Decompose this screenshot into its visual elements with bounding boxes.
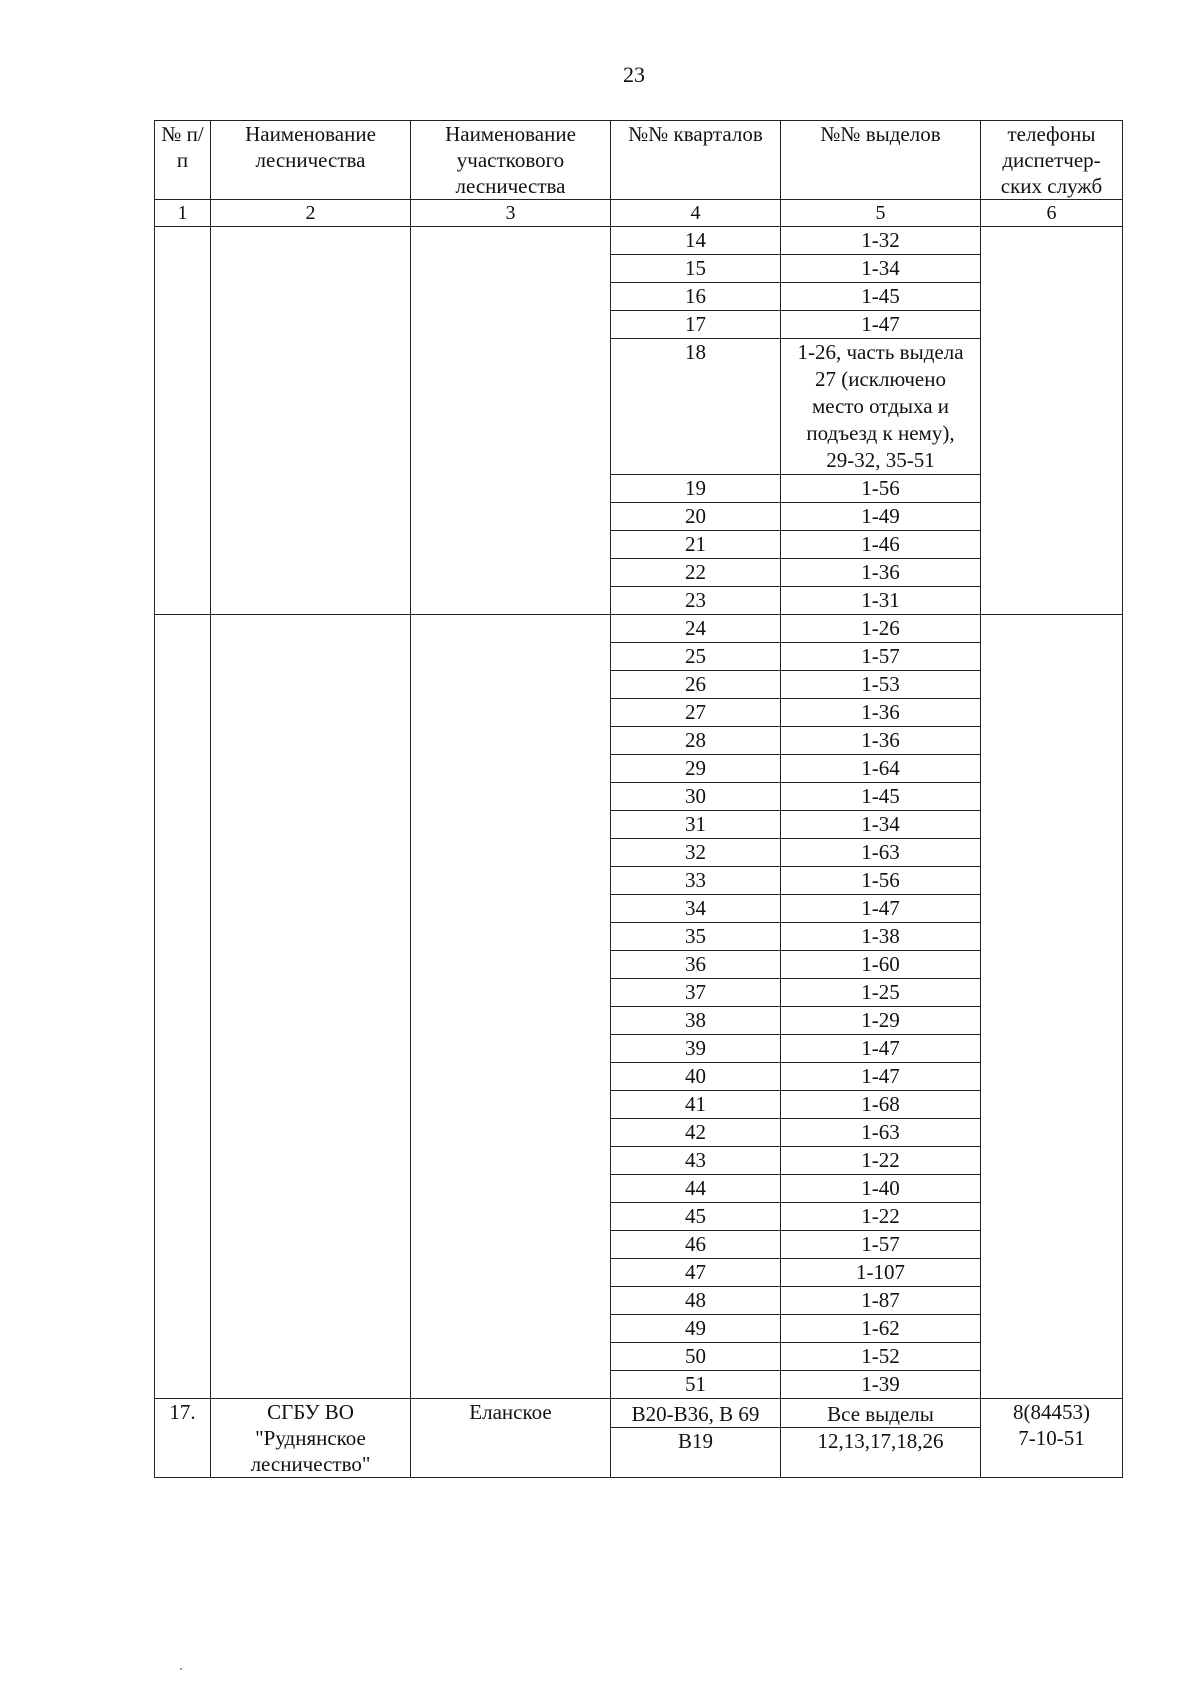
- column-number: 4: [611, 200, 781, 227]
- allotment-range: 1-26, часть выдела 27 (исключено место отдыха и подъезд к нему), 29-32, 35-51: [781, 339, 981, 475]
- quarter-number: 23: [611, 587, 781, 615]
- quarter-number: 49: [611, 1315, 781, 1343]
- column-number: 6: [981, 200, 1123, 227]
- header-forestry: Наименование лесничества: [211, 121, 411, 200]
- quarter-number: 41: [611, 1091, 781, 1119]
- allotment-range: 1-45: [781, 783, 981, 811]
- quarter-number: 18: [611, 339, 781, 475]
- allotment-range: 1-56: [781, 867, 981, 895]
- allotment-range: 1-40: [781, 1175, 981, 1203]
- allotment-range: 1-22: [781, 1147, 981, 1175]
- quarter-number: 25: [611, 643, 781, 671]
- span-number: [155, 227, 211, 615]
- allotment-range: 1-57: [781, 1231, 981, 1259]
- forestry-name: СГБУ ВО "Руднянское лесничество": [211, 1399, 411, 1478]
- forestry-table: [154, 120, 1123, 1478]
- span-number: [155, 615, 211, 1399]
- quarter-value: В20-В36, В 69: [631, 1402, 760, 1426]
- header-number: № п/п: [155, 121, 211, 200]
- table-header-row: [155, 121, 1123, 200]
- allotment-value: 12,13,17,18,26: [781, 1427, 980, 1454]
- quarter-number: 43: [611, 1147, 781, 1175]
- quarter-number: 16: [611, 283, 781, 311]
- quarter-number: 50: [611, 1343, 781, 1371]
- quarter-number: 51: [611, 1371, 781, 1399]
- quarter-number: 42: [611, 1119, 781, 1147]
- allotment-range: 1-31: [781, 587, 981, 615]
- allotment-range: 1-62: [781, 1315, 981, 1343]
- allotment-range: 1-46: [781, 531, 981, 559]
- allotment-range: 1-26: [781, 615, 981, 643]
- span-forestry: [211, 615, 411, 1399]
- allotment-range: 1-53: [781, 671, 981, 699]
- quarter-number: 22: [611, 559, 781, 587]
- allotment-range: 1-29: [781, 1007, 981, 1035]
- quarter-number: 17: [611, 311, 781, 339]
- allotment-range: 1-63: [781, 1119, 981, 1147]
- quarter-number: 30: [611, 783, 781, 811]
- table-row-17: [155, 1399, 1123, 1478]
- quarter-number: 15: [611, 255, 781, 283]
- span-district: [411, 227, 611, 615]
- allotment-range: 1-107: [781, 1259, 981, 1287]
- allotment-range: 1-49: [781, 503, 981, 531]
- quarter-number: 37: [611, 979, 781, 1007]
- allotment-range: 1-47: [781, 895, 981, 923]
- allotment-range: 1-34: [781, 255, 981, 283]
- quarter-number: 26: [611, 671, 781, 699]
- allotment-range: 1-47: [781, 1063, 981, 1091]
- phone-line: 8(84453): [1013, 1400, 1090, 1424]
- allotment-range: 1-63: [781, 839, 981, 867]
- allotment-range: 1-36: [781, 699, 981, 727]
- quarter-number: 34: [611, 895, 781, 923]
- phone-cell: [981, 1399, 1123, 1478]
- span-phones: [981, 615, 1123, 1399]
- quarter-number: 48: [611, 1287, 781, 1315]
- quarter-number: 31: [611, 811, 781, 839]
- table-row: [155, 615, 1123, 643]
- quarter-number: 36: [611, 951, 781, 979]
- allotment-value: Все выделы: [827, 1402, 934, 1426]
- quarter-number: 40: [611, 1063, 781, 1091]
- quarter-number: 24: [611, 615, 781, 643]
- allotment-range: 1-87: [781, 1287, 981, 1315]
- table-row: [155, 227, 1123, 255]
- quarters-cell: [611, 1399, 781, 1478]
- scan-speck: [180, 1668, 182, 1670]
- page-number: 23: [623, 62, 645, 87]
- allotment-range: 1-32: [781, 227, 981, 255]
- quarter-value: В19: [611, 1427, 780, 1454]
- allotment-range: 1-36: [781, 727, 981, 755]
- column-number-row: [155, 200, 1123, 227]
- quarter-number: 14: [611, 227, 781, 255]
- quarter-number: 44: [611, 1175, 781, 1203]
- allotment-range: 1-22: [781, 1203, 981, 1231]
- quarter-number: 20: [611, 503, 781, 531]
- allotment-range: 1-36: [781, 559, 981, 587]
- quarter-number: 47: [611, 1259, 781, 1287]
- column-number: 5: [781, 200, 981, 227]
- column-number: 2: [211, 200, 411, 227]
- row-number: 17.: [155, 1399, 211, 1478]
- allotment-range: 1-47: [781, 1035, 981, 1063]
- header-allotments: №№ выделов: [781, 121, 981, 200]
- quarter-number: 19: [611, 475, 781, 503]
- quarter-number: 28: [611, 727, 781, 755]
- quarter-number: 27: [611, 699, 781, 727]
- quarter-number: 35: [611, 923, 781, 951]
- quarter-number: 39: [611, 1035, 781, 1063]
- quarter-number: 29: [611, 755, 781, 783]
- header-phones: телефоны диспетчер-ских служб: [981, 121, 1123, 200]
- allotment-range: 1-56: [781, 475, 981, 503]
- allotment-range: 1-57: [781, 643, 981, 671]
- quarter-number: 38: [611, 1007, 781, 1035]
- allotment-range: 1-45: [781, 283, 981, 311]
- quarter-number: 32: [611, 839, 781, 867]
- header-quarters: №№ кварталов: [611, 121, 781, 200]
- district-name: Еланское: [411, 1399, 611, 1478]
- allotment-range: 1-39: [781, 1371, 981, 1399]
- allotment-range: 1-47: [781, 311, 981, 339]
- quarter-number: 33: [611, 867, 781, 895]
- allotments-cell: [781, 1399, 981, 1478]
- header-district: Наименование участкового лесничества: [411, 121, 611, 200]
- allotment-range: 1-52: [781, 1343, 981, 1371]
- allotment-range: 1-64: [781, 755, 981, 783]
- quarter-number: 46: [611, 1231, 781, 1259]
- quarter-number: 21: [611, 531, 781, 559]
- allotment-range: 1-25: [781, 979, 981, 1007]
- span-district: [411, 615, 611, 1399]
- allotment-range: 1-34: [781, 811, 981, 839]
- column-number: 1: [155, 200, 211, 227]
- allotment-range: 1-68: [781, 1091, 981, 1119]
- allotment-range: 1-60: [781, 951, 981, 979]
- column-number: 3: [411, 200, 611, 227]
- quarter-number: 45: [611, 1203, 781, 1231]
- span-forestry: [211, 227, 411, 615]
- phone-line: 7-10-51: [1018, 1426, 1085, 1450]
- allotment-range: 1-38: [781, 923, 981, 951]
- span-phones: [981, 227, 1123, 615]
